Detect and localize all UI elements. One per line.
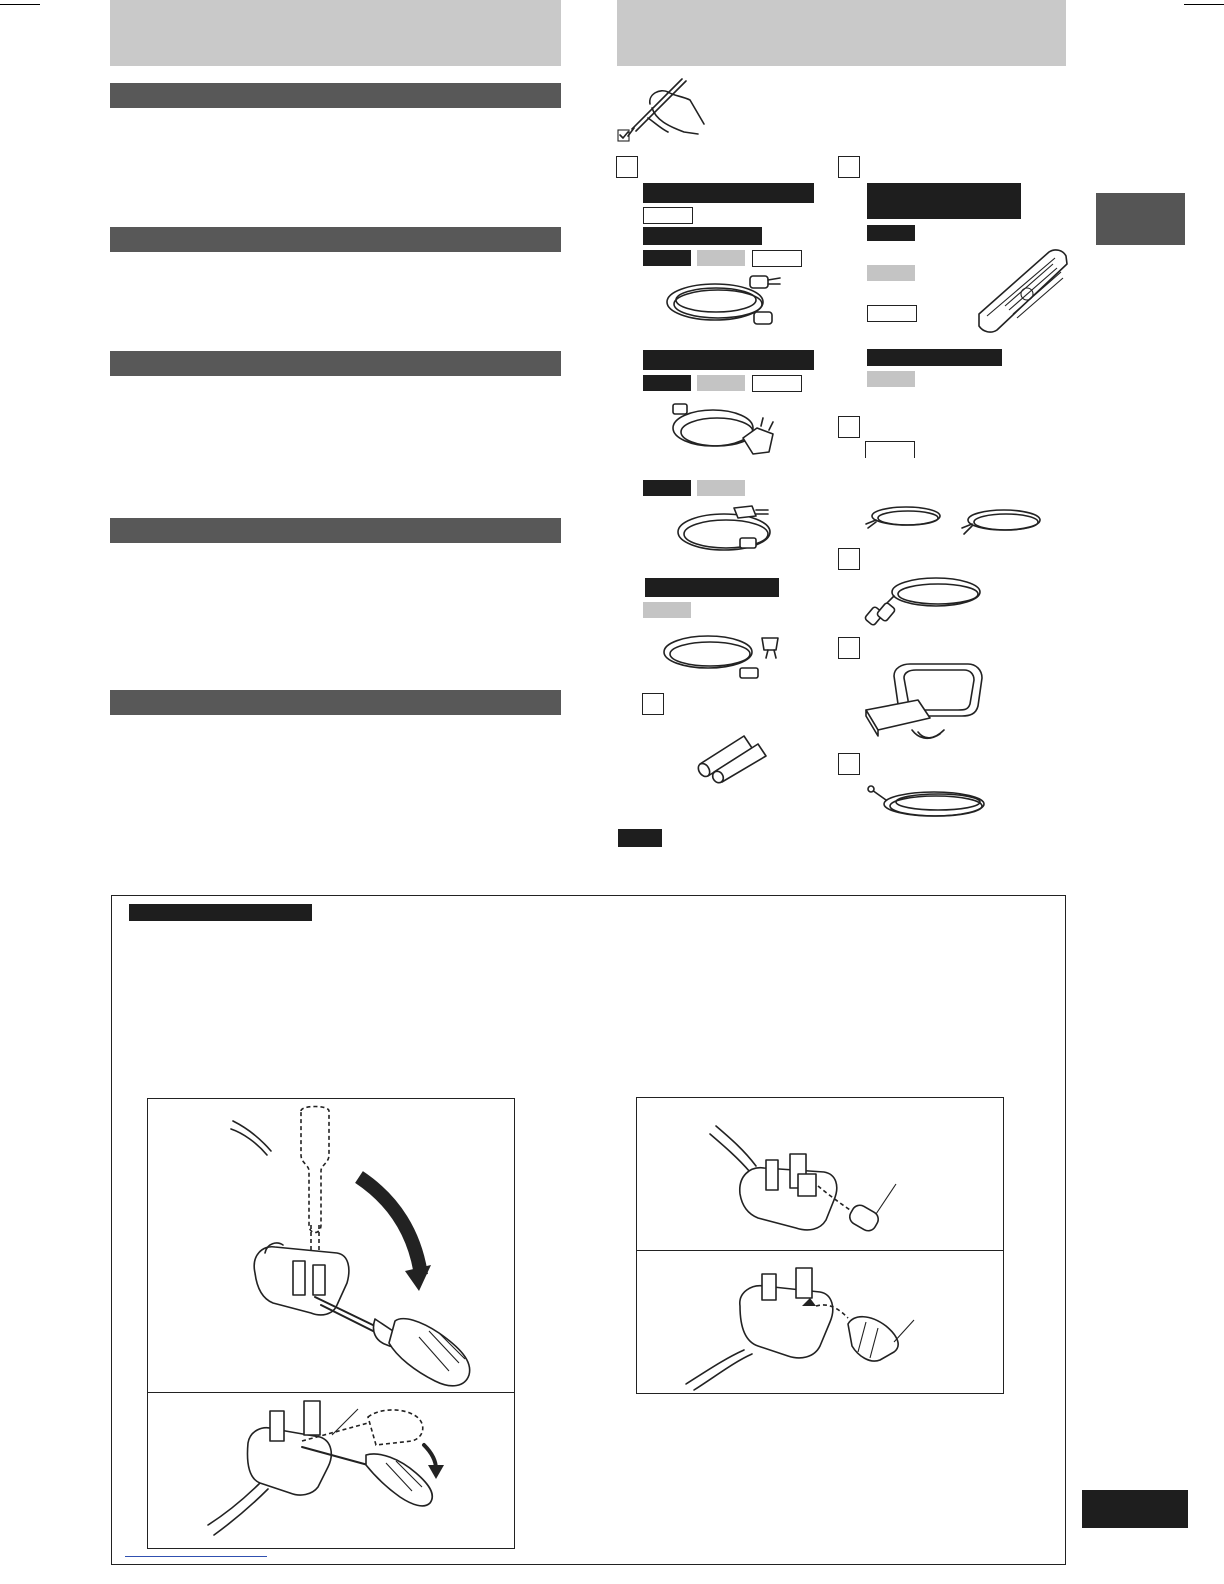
remote-control-icon bbox=[975, 248, 1070, 334]
cord-region-tag-3 bbox=[697, 250, 745, 266]
cord-region-tag-2 bbox=[643, 250, 691, 266]
fuse-icon bbox=[700, 1120, 920, 1245]
cord-heading-3 bbox=[643, 350, 814, 370]
note-label bbox=[618, 829, 662, 847]
cord-region-tag-5 bbox=[643, 375, 691, 391]
section-bar-2 bbox=[110, 227, 561, 252]
am-loop-antenna-icon bbox=[858, 660, 988, 744]
screwdriver-icon-2 bbox=[200, 1395, 460, 1545]
item-box-1 bbox=[616, 156, 638, 178]
remote-heading-2 bbox=[867, 349, 1002, 366]
pencil-check-icon bbox=[612, 74, 722, 146]
video-cable-icon bbox=[862, 570, 986, 628]
speaker-cable-icon bbox=[862, 498, 946, 538]
cord-heading-1 bbox=[643, 183, 814, 203]
cord-region-tag-10 bbox=[643, 602, 691, 618]
crop-mark-top-left bbox=[0, 4, 40, 5]
right-header-band bbox=[617, 0, 1066, 66]
cord-region-tag-4 bbox=[752, 250, 802, 267]
section-bar-3 bbox=[110, 351, 561, 376]
item-box-4 bbox=[838, 416, 860, 438]
footer-link-underline[interactable] bbox=[125, 1556, 267, 1557]
item-box-7 bbox=[838, 753, 860, 775]
remote-region-tag-1 bbox=[867, 225, 915, 241]
cord-region-tag-7 bbox=[752, 375, 802, 392]
remote-region-tag-3 bbox=[867, 305, 917, 322]
section-bar-5 bbox=[110, 690, 561, 715]
power-cord-icon bbox=[660, 270, 785, 332]
batteries-icon bbox=[694, 730, 772, 782]
side-tab bbox=[1096, 193, 1185, 245]
left-header-band bbox=[110, 0, 561, 66]
power-cord-icon-2 bbox=[672, 500, 787, 560]
section-bar-1 bbox=[110, 83, 561, 108]
speaker-cable-icon-2 bbox=[958, 500, 1046, 544]
item-box-2 bbox=[642, 693, 664, 715]
cord-heading-2 bbox=[643, 227, 762, 245]
crop-mark-top-right bbox=[1184, 4, 1224, 5]
screwdriver-icon bbox=[225, 1105, 485, 1390]
remote-region-tag-4 bbox=[867, 371, 915, 387]
cord-region-tag-1 bbox=[643, 207, 693, 224]
cord-region-tag-6 bbox=[697, 375, 745, 391]
page-number-block bbox=[1082, 1490, 1188, 1528]
fuse-cover-icon bbox=[680, 1262, 930, 1390]
cord-heading-4 bbox=[645, 578, 779, 597]
plug-safety-heading bbox=[129, 904, 312, 921]
item-box-3 bbox=[838, 156, 860, 178]
cable-region-tag bbox=[865, 441, 915, 458]
power-cord-icon-3 bbox=[658, 624, 786, 686]
item-box-6 bbox=[838, 637, 860, 659]
section-bar-4 bbox=[110, 518, 561, 543]
remote-heading bbox=[867, 183, 1021, 219]
uk-power-cord-icon bbox=[665, 398, 783, 468]
fm-antenna-icon bbox=[864, 780, 992, 826]
cord-region-tag-8 bbox=[643, 480, 691, 496]
cord-region-tag-9 bbox=[697, 480, 745, 496]
item-box-5 bbox=[838, 548, 860, 570]
remote-region-tag-2 bbox=[867, 265, 915, 281]
